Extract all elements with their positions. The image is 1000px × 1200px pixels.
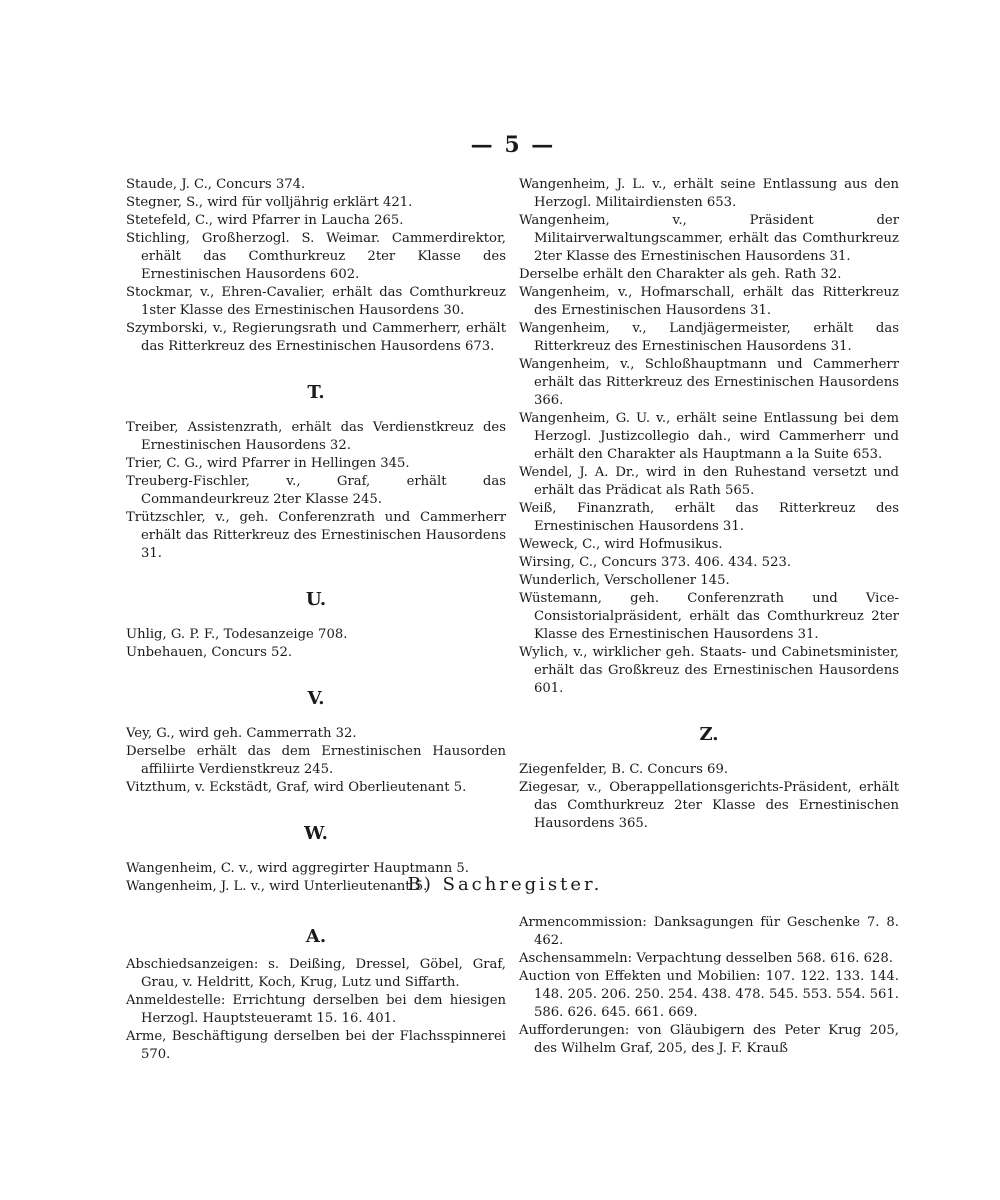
- section-title-sachregister: B) Sachregister.: [407, 874, 603, 895]
- section-letter-a: A.: [305, 926, 327, 947]
- section-letter-w: W.: [304, 823, 328, 844]
- register-entry: Ziegesar, v., Oberappellationsgerichts-Präsident, erhält das Comthurkreuz 2ter Klasse des Ernestinischen Hausordens 365.: [519, 780, 899, 831]
- register-entry: Wangenheim, v., Landjägermeister, erhält das Ritterkreuz des Ernestinischen Hausordens 31.: [519, 321, 899, 354]
- sachregister-left-column: [126, 914, 506, 1064]
- register-entry: Derselbe erhält den Charakter als geh. Rath 32.: [519, 267, 842, 282]
- register-entry: Wüstemann, geh. Conferenzrath und Vice-Consistorialpräsident, erhält das Comthurkreuz 2ter Klasse des Ernestinischen Hausordens 31.: [519, 591, 899, 642]
- register-entry: Wangenheim, v., Präsident der Militairverwaltungscammer, erhält das Comthurkreuz 2ter Klasse des Ernestinischen Hausordens 31.: [519, 213, 899, 264]
- register-entry: Treiber, Assistenzrath, erhält das Verdienstkreuz des Ernestinischen Hausordens 32.: [126, 420, 506, 453]
- register-entry: Vey, G., wird geh. Cammerrath 32.: [126, 726, 357, 741]
- register-entry: Auction von Effekten und Mobilien: 107. 122. 133. 144. 148. 205. 206. 250. 254. 438. 478. 545. 553. 554. 561. 586. 626. 645. 661. 669.: [519, 969, 899, 1020]
- register-entry: Weiß, Finanzrath, erhält das Ritterkreuz des Ernestinischen Hausordens 31.: [519, 501, 899, 534]
- register-entry: Armencommission: Danksagungen für Geschenke 7. 8. 462.: [519, 915, 899, 948]
- section-letter-z: Z.: [699, 724, 719, 745]
- register-entry: Szymborski, v., Regierungsrath und Cammerherr, erhält das Ritterkreuz des Ernestinischen Hausordens 673.: [126, 321, 506, 354]
- register-entry: Wangenheim, v., Schloßhauptmann und Cammerherr erhält das Ritterkreuz des Ernestinischen Hausordens 366.: [519, 357, 899, 408]
- register-entry: Vitzthum, v. Eckstädt, Graf, wird Oberlieutenant 5.: [126, 780, 467, 795]
- right-column: [519, 176, 899, 833]
- register-entry: Aschensammeln: Verpachtung desselben 568. 616. 628.: [519, 951, 893, 966]
- register-entry: Wunderlich, Verschollener 145.: [519, 573, 730, 588]
- register-entry: Wylich, v., wirklicher geh. Staats- und Cabinetsminister, erhält das Großkreuz des Ernestinischen Hausordens 601.: [519, 645, 899, 696]
- register-entry: Wangenheim, J. L. v., erhält seine Entlassung aus den Herzogl. Militairdiensten 653.: [519, 177, 899, 210]
- register-entry: Wangenheim, G. U. v., erhält seine Entlassung bei dem Herzogl. Justizcollegio dah., wird Cammerherr und erhält den Charakter als Hauptmann a la Suite 653.: [519, 411, 899, 462]
- section-letter-u: U.: [305, 589, 327, 610]
- register-entry: Stockmar, v., Ehren-Cavalier, erhält das Comthurkreuz 1ster Klasse des Ernestinischen Hausordens 30.: [126, 285, 506, 318]
- register-entry: Abschiedsanzeigen: s. Deißing, Dressel, Göbel, Graf, Grau, v. Heldritt, Koch, Krug, Lutz und Siffarth.: [126, 957, 506, 990]
- register-entry: Stetefeld, C., wird Pfarrer in Laucha 265.: [126, 213, 404, 228]
- register-entry: Trier, C. G., wird Pfarrer in Hellingen 345.: [126, 456, 410, 471]
- sachregister-right-column: [519, 914, 899, 1058]
- register-entry: Stegner, S., wird für volljährig erklärt 421.: [126, 195, 413, 210]
- section-letter-v: V.: [307, 688, 325, 709]
- register-entry: Aufforderungen: von Gläubigern des Peter Krug 205, des Wilhelm Graf, 205, des J. F. Krauß: [519, 1023, 899, 1056]
- page-number: — 5 —: [470, 132, 556, 158]
- register-entry: Stichling, Großherzogl. S. Weimar. Cammerdirektor, erhält das Comthurkreuz 2ter Klasse des Ernestinischen Hausordens 602.: [126, 231, 506, 282]
- register-entry: Unbehauen, Concurs 52.: [126, 645, 293, 660]
- register-entry: Weweck, C., wird Hofmusikus.: [519, 537, 723, 552]
- register-entry: Wirsing, C., Concurs 373. 406. 434. 523.: [519, 555, 792, 570]
- register-entry: Wangenheim, v., Hofmarschall, erhält das Ritterkreuz des Ernestinischen Hausordens 31.: [519, 285, 899, 318]
- register-entry: Wangenheim, J. L. v., wird Unterlieutenant 5.: [126, 879, 428, 894]
- register-entry: Uhlig, G. P. F., Todesanzeige 708.: [126, 627, 348, 642]
- register-entry: Anmeldestelle: Errichtung derselben bei dem hiesigen Herzogl. Hauptsteueramt 15. 16. 401.: [126, 993, 506, 1026]
- register-entry: Trützschler, v., geh. Conferenzrath und Cammerherr erhält das Ritterkreuz des Ernestinischen Hausordens 31.: [126, 510, 506, 561]
- register-entry: Wendel, J. A. Dr., wird in den Ruhestand versetzt und erhält das Prädicat als Rath 565.: [519, 465, 899, 498]
- register-entry: Wangenheim, C. v., wird aggregirter Hauptmann 5.: [126, 861, 469, 876]
- section-letter-t: T.: [307, 382, 325, 403]
- register-entry: Ziegenfelder, B. C. Concurs 69.: [519, 762, 729, 777]
- register-entry: Arme, Beschäftigung derselben bei der Flachsspinnerei 570.: [126, 1029, 506, 1062]
- register-entry: Derselbe erhält das dem Ernestinischen Hausorden affiliirte Verdienstkreuz 245.: [126, 744, 506, 777]
- left-column: [126, 176, 506, 896]
- register-entry: Staude, J. C., Concurs 374.: [126, 177, 306, 192]
- register-entry: Treuberg-Fischler, v., Graf, erhält das Commandeurkreuz 2ter Klasse 245.: [126, 474, 506, 507]
